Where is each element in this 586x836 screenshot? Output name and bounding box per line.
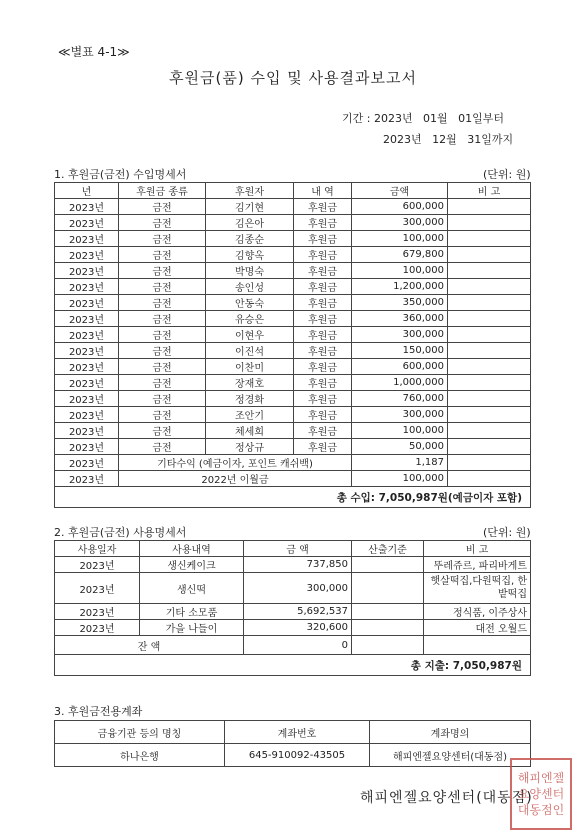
cell: 금전 [119,279,206,295]
cell [448,279,531,295]
cell: 5,692,537 [244,604,352,620]
cell: 50,000 [352,439,448,455]
cell: 1,200,000 [352,279,448,295]
expense-total: 총 지출: 7,050,987원 [55,655,531,676]
col-amount: 금액 [352,183,448,199]
cell: 737,850 [244,557,352,573]
col-amount: 금 액 [244,541,352,557]
cell: 금전 [119,359,206,375]
account-row [55,744,531,767]
cell [352,620,424,636]
cell: 320,600 [244,620,352,636]
income-row [55,439,531,455]
cell: 유승은 [206,311,294,327]
expense-balance-row [55,636,531,655]
cell: 760,000 [352,391,448,407]
balance-value: 0 [244,636,352,655]
income-table [54,182,531,508]
bank-name: 하나은행 [55,744,225,767]
expense-row [55,604,531,620]
income-total: 총 수입: 7,050,987원(예금이자 포함) [55,487,531,508]
account-holder: 해피엔젤요양센터(대동점) [370,744,531,767]
income-row [55,327,531,343]
cell: 금전 [119,327,206,343]
cell [448,215,531,231]
col-account-number: 계좌번호 [225,721,370,744]
cell: 2023년 [55,604,140,620]
income-other-row [55,455,531,471]
cell [352,636,424,655]
income-header-row [55,183,531,199]
col-detail: 내 역 [294,183,352,199]
cell: 후원금 [294,295,352,311]
income-row [55,391,531,407]
income-row [55,247,531,263]
cell: 후원금 [294,343,352,359]
expense-row [55,620,531,636]
col-note: 비 고 [424,541,531,557]
cell: 가을 나들이 [140,620,244,636]
cell [448,295,531,311]
signature: 해피엔젤요양센터(대동점) [360,790,533,806]
period-start: 기간 : 2023년 01월 01일부터 [342,112,505,125]
income-total-row [55,487,531,508]
cell: 금전 [119,311,206,327]
cell: 2023년 [55,439,119,455]
cell [424,636,531,655]
cell: 2023년 [55,231,119,247]
col-type: 후원금 종류 [119,183,206,199]
col-year: 년 [55,183,119,199]
expense-section-title: 2. 후원금(금전) 사용명세서 [54,526,187,539]
cell: 300,000 [244,573,352,604]
cell: 후원금 [294,263,352,279]
cell: 김향옥 [206,247,294,263]
cell: 기타 소모품 [140,604,244,620]
cell: 후원금 [294,279,352,295]
cell [448,423,531,439]
expense-total-row [55,655,531,676]
cell: 금전 [119,295,206,311]
income-row [55,423,531,439]
cell: 2023년 [55,407,119,423]
cell: 2023년 [55,279,119,295]
cell: 2023년 [55,573,140,604]
cell [448,407,531,423]
cell: 이진석 [206,343,294,359]
cell: 뚜레쥬르, 파리바게트 [424,557,531,573]
income-row [55,311,531,327]
cell: 생신떡 [140,573,244,604]
cell [448,359,531,375]
expense-header-row [55,541,531,557]
account-header-row [55,721,531,744]
cell: 후원금 [294,215,352,231]
period-end: 2023년 12월 31일까지 [383,133,514,146]
cell [448,455,531,471]
cell: 조안기 [206,407,294,423]
income-row [55,375,531,391]
cell: 2023년 [55,311,119,327]
cell: 2022년 이월금 [119,471,352,487]
income-row [55,343,531,359]
income-row [55,215,531,231]
cell: 이현우 [206,327,294,343]
cell: 김기현 [206,199,294,215]
cell: 679,800 [352,247,448,263]
cell: 2023년 [55,343,119,359]
cell: 후원금 [294,199,352,215]
cell [448,263,531,279]
cell: 2023년 [55,391,119,407]
cell: 금전 [119,263,206,279]
cell: 2023년 [55,455,119,471]
cell [448,231,531,247]
cell: 2023년 [55,247,119,263]
cell: 금전 [119,215,206,231]
col-basis: 산출기준 [352,541,424,557]
col-account-holder: 계좌명의 [370,721,531,744]
cell [448,199,531,215]
cell: 기타수익 (예금이자, 포인트 캐쉬백) [119,455,352,471]
expense-unit: (단위: 원) [483,526,531,539]
cell [448,391,531,407]
cell [352,604,424,620]
cell: 후원금 [294,423,352,439]
income-row [55,295,531,311]
cell: 2023년 [55,375,119,391]
cell: 금전 [119,391,206,407]
income-other-row [55,471,531,487]
cell: 후원금 [294,311,352,327]
account-section-title: 3. 후원금전용계좌 [54,705,143,718]
cell [352,557,424,573]
cell: 100,000 [352,471,448,487]
cell: 150,000 [352,343,448,359]
income-row [55,279,531,295]
cell: 금전 [119,343,206,359]
cell: 체세희 [206,423,294,439]
cell: 금전 [119,439,206,455]
income-row [55,199,531,215]
col-note: 비 고 [448,183,531,199]
col-usage: 사용내역 [140,541,244,557]
income-row [55,231,531,247]
cell: 후원금 [294,359,352,375]
income-row [55,263,531,279]
cell: 후원금 [294,375,352,391]
cell: 1,000,000 [352,375,448,391]
cell [448,311,531,327]
cell: 금전 [119,231,206,247]
cell: 300,000 [352,215,448,231]
cell: 금전 [119,247,206,263]
cell [352,573,424,604]
cell: 대전 오월드 [424,620,531,636]
cell: 2023년 [55,471,119,487]
expense-row [55,573,531,604]
cell: 후원금 [294,391,352,407]
col-date: 사용일자 [55,541,140,557]
cell: 2023년 [55,359,119,375]
account-number: 645-910092-43505 [225,744,370,767]
cell: 박명숙 [206,263,294,279]
cell: 금전 [119,407,206,423]
cell: 350,000 [352,295,448,311]
cell: 600,000 [352,359,448,375]
cell: 360,000 [352,311,448,327]
cell [448,327,531,343]
cell: 이찬미 [206,359,294,375]
cell: 100,000 [352,423,448,439]
expense-row [55,557,531,573]
cell: 300,000 [352,327,448,343]
cell: 600,000 [352,199,448,215]
cell: 1,187 [352,455,448,471]
account-table [54,720,531,767]
cell [448,375,531,391]
cell: 100,000 [352,231,448,247]
col-donor: 후원자 [206,183,294,199]
income-row [55,359,531,375]
cell: 생신케이크 [140,557,244,573]
cell: 장재호 [206,375,294,391]
balance-label: 잔 액 [55,636,244,655]
cell: 2023년 [55,620,140,636]
cell: 후원금 [294,407,352,423]
cell: 햇살떡집,다원떡집, 한밭떡집 [424,573,531,604]
cell: 2023년 [55,557,140,573]
cell [448,439,531,455]
income-unit: (단위: 원) [483,168,531,181]
cell: 금전 [119,199,206,215]
cell [448,343,531,359]
cell: 2023년 [55,263,119,279]
cell: 후원금 [294,327,352,343]
cell: 2023년 [55,295,119,311]
cell: 김은아 [206,215,294,231]
cell: 후원금 [294,439,352,455]
cell: 2023년 [55,423,119,439]
cell: 후원금 [294,247,352,263]
cell [448,471,531,487]
cell: 금전 [119,375,206,391]
cell: 송인성 [206,279,294,295]
cell [448,247,531,263]
income-row [55,407,531,423]
cell: 정식품, 이주상사 [424,604,531,620]
cell: 100,000 [352,263,448,279]
page-title: 후원금(품) 수입 및 사용결과보고서 [169,69,417,87]
cell: 정경화 [206,391,294,407]
cell: 2023년 [55,199,119,215]
col-bank: 금융기관 등의 명칭 [55,721,225,744]
attachment-label: ≪별표 4-1≫ [58,45,130,59]
income-section-title: 1. 후원금(금전) 수입명세서 [54,168,187,181]
cell: 2023년 [55,327,119,343]
cell: 금전 [119,423,206,439]
official-seal: 해피엔젤 요양센터 대동점인 [510,758,572,830]
cell: 2023년 [55,215,119,231]
cell: 300,000 [352,407,448,423]
cell: 안동숙 [206,295,294,311]
cell: 후원금 [294,231,352,247]
cell: 김종순 [206,231,294,247]
expense-table [54,540,531,676]
cell: 정상규 [206,439,294,455]
